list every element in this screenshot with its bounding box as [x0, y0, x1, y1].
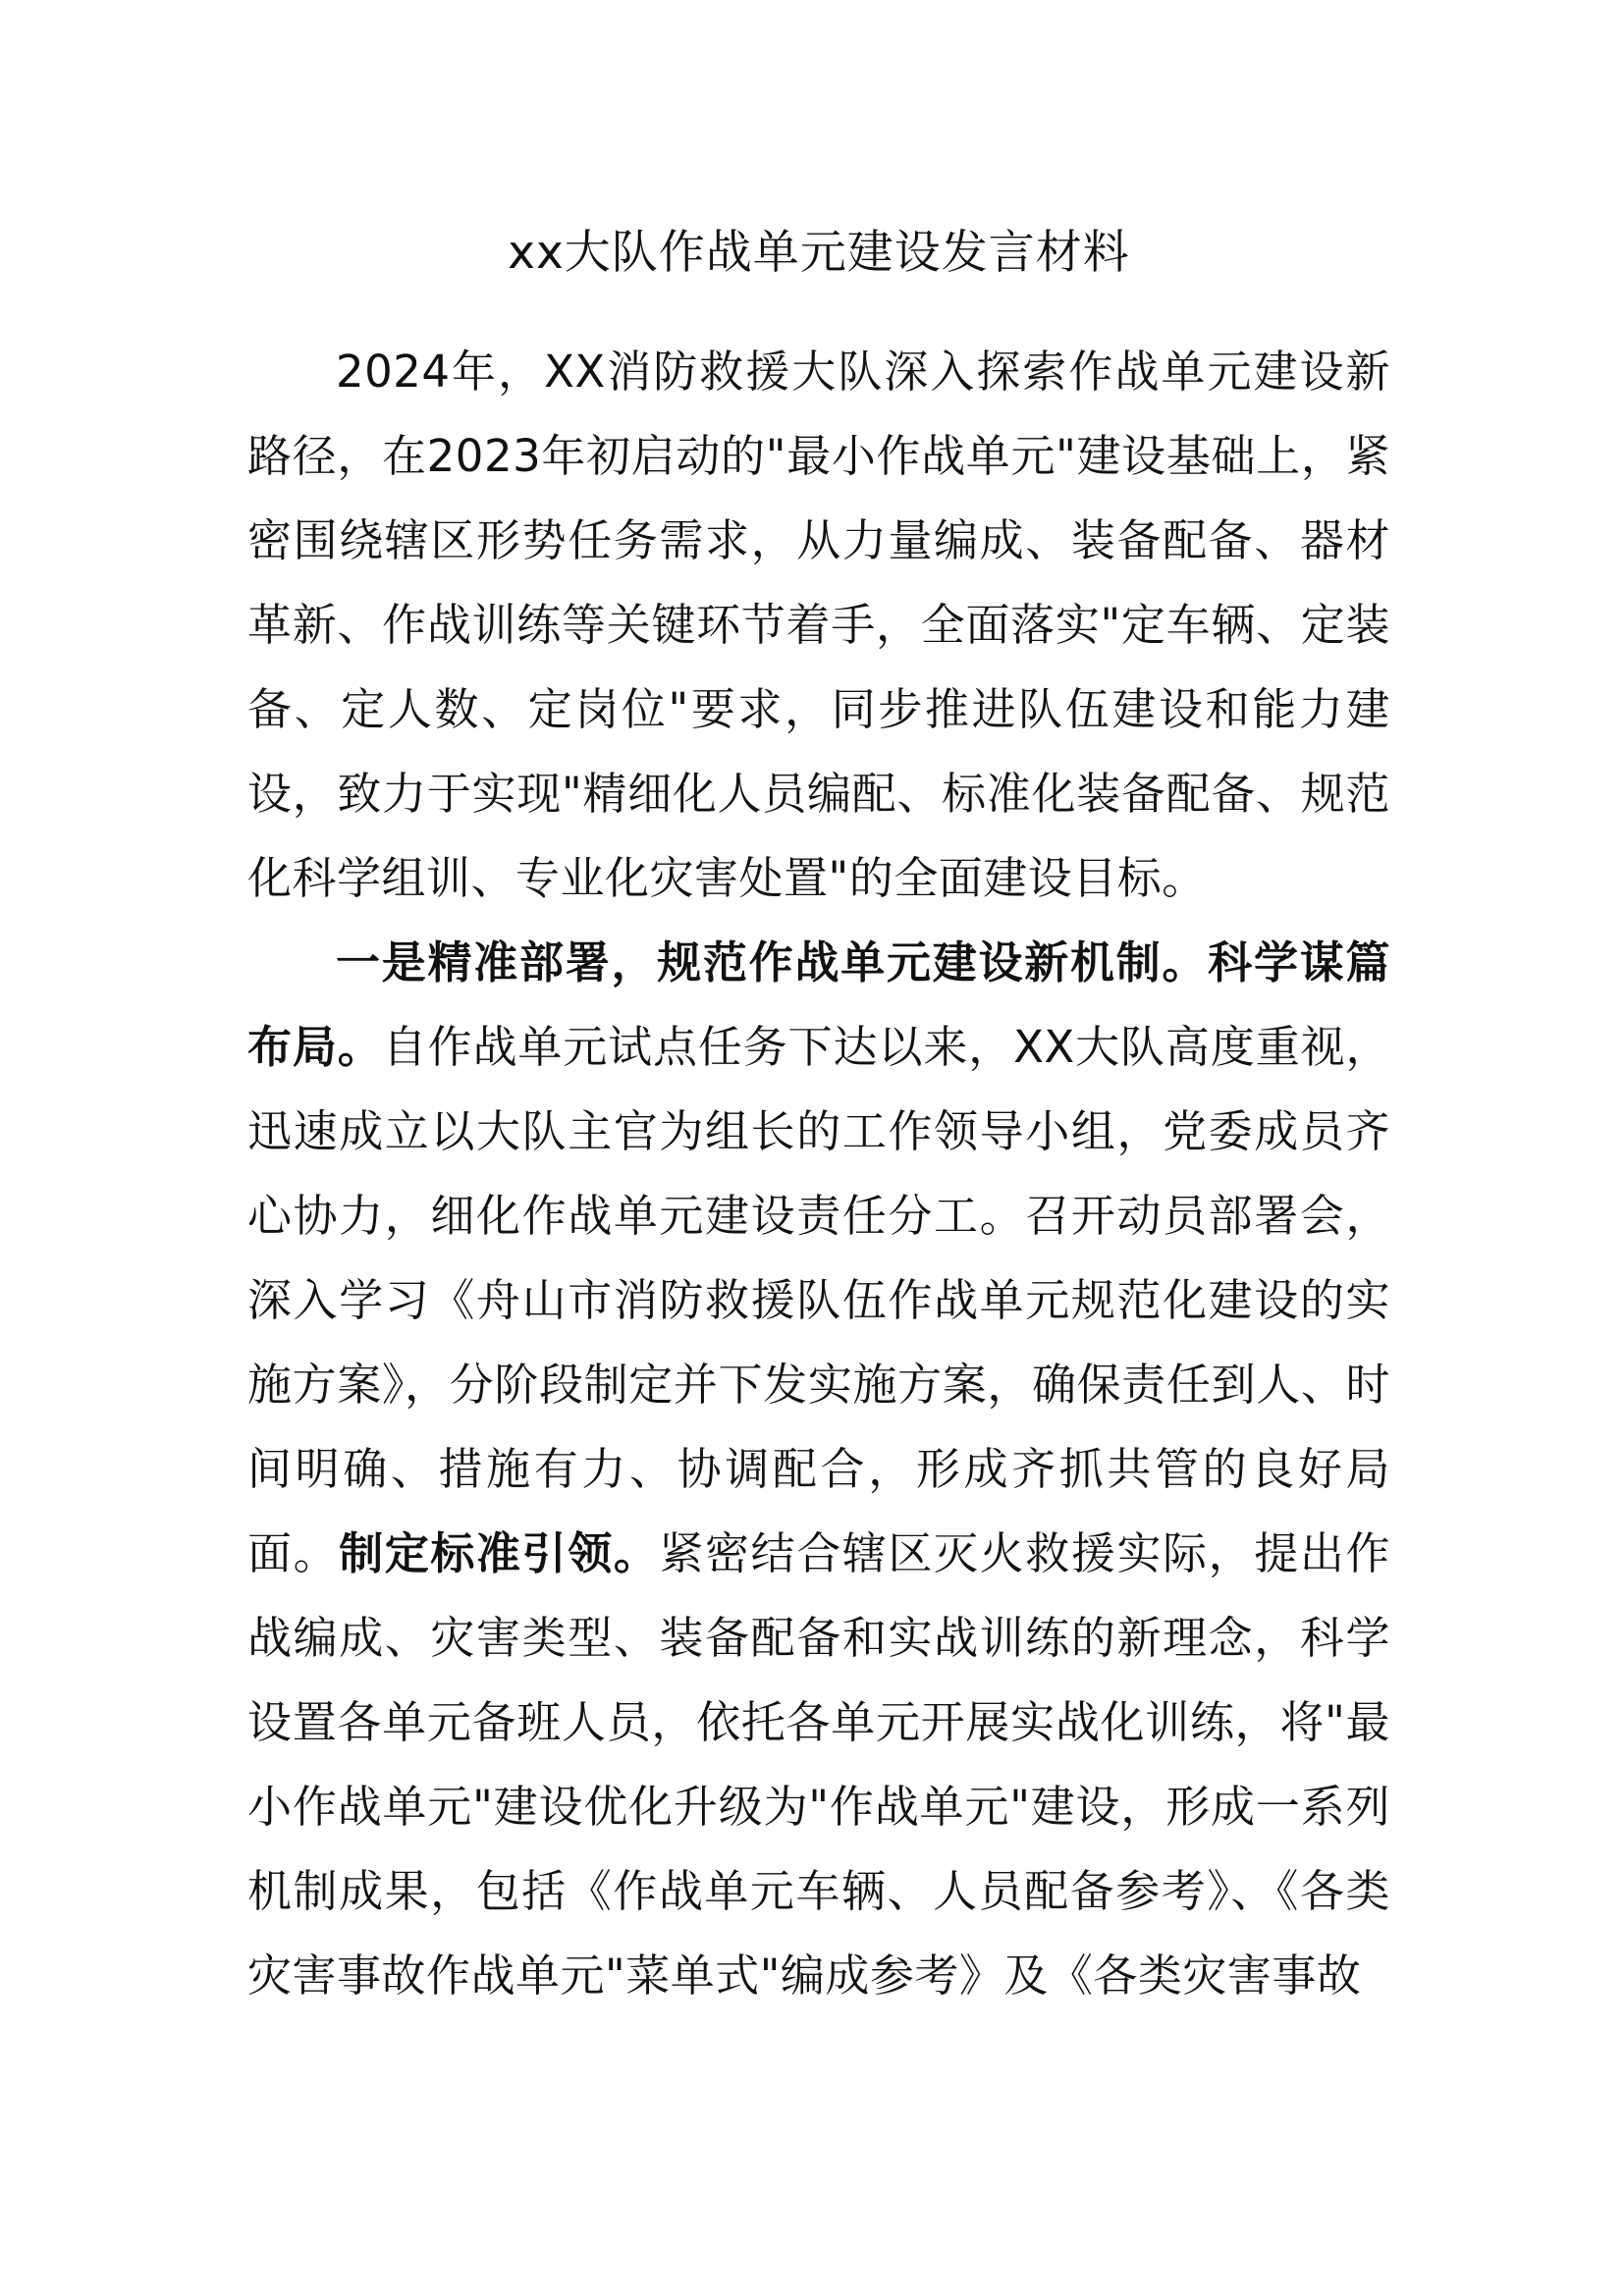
section-one-paragraph — [247, 921, 1390, 2018]
document-page — [247, 218, 1390, 2018]
subsection-layout-heading: 科学谋篇布局。 — [247, 936, 1390, 1073]
section-one-heading: 一是精准部署，规范作战单元建设新机制。 — [336, 936, 1209, 988]
intro-paragraph: 2024年，XX消防救援大队深入探索作战单元建设新路径，在2023年初启动的"最小作战单元"建设基础上，紧密围绕辖区形势任务需求，从力量编成、装备配备、器材革新、作战训练等关键环节着手，全面落实"定车辆、定装备、定人数、定岗位"要求，同步推进队伍建设和能力建设，致力于实现"精细化人员编配、标准化装备配备、规范化科学组训、专业化灾害处置"的全面建设目标。 — [247, 346, 1390, 904]
subsection-standards-heading: 制定标准引领。 — [339, 1527, 660, 1579]
subsection-standards-text: 紧密结合辖区灭火救援实际，提出作战编成、灾害类型、装备配备和实战训练的新理念，科学设置各单元备班人员，依托各单元开展实战化训练，将"最小作战单元"建设优化升级为"作战单元"建设，形成一系列机制成果，包括《作战单元车辆、人员配备参考》、《各类灾害事故作战单元"菜单式"编成参考》及《各类灾害事故 — [247, 1527, 1390, 2002]
subsection-layout-text: 自作战单元试点任务下达以来，XX大队高度重视，迅速成立以大队主官为组长的工作领导小组，党委成员齐心协力，细化作战单元建设责任分工。召开动员部署会，深入学习《舟山市消防救援队伍作战单元规范化建设的实施方案》，分阶段制定并下发实施方案，确保责任到人、时间明确、措施有力、协调配合，形成齐抓共管的良好局面。 — [247, 1021, 1390, 1579]
document-title: xx大队作战单元建设发言材料 — [508, 226, 1130, 280]
